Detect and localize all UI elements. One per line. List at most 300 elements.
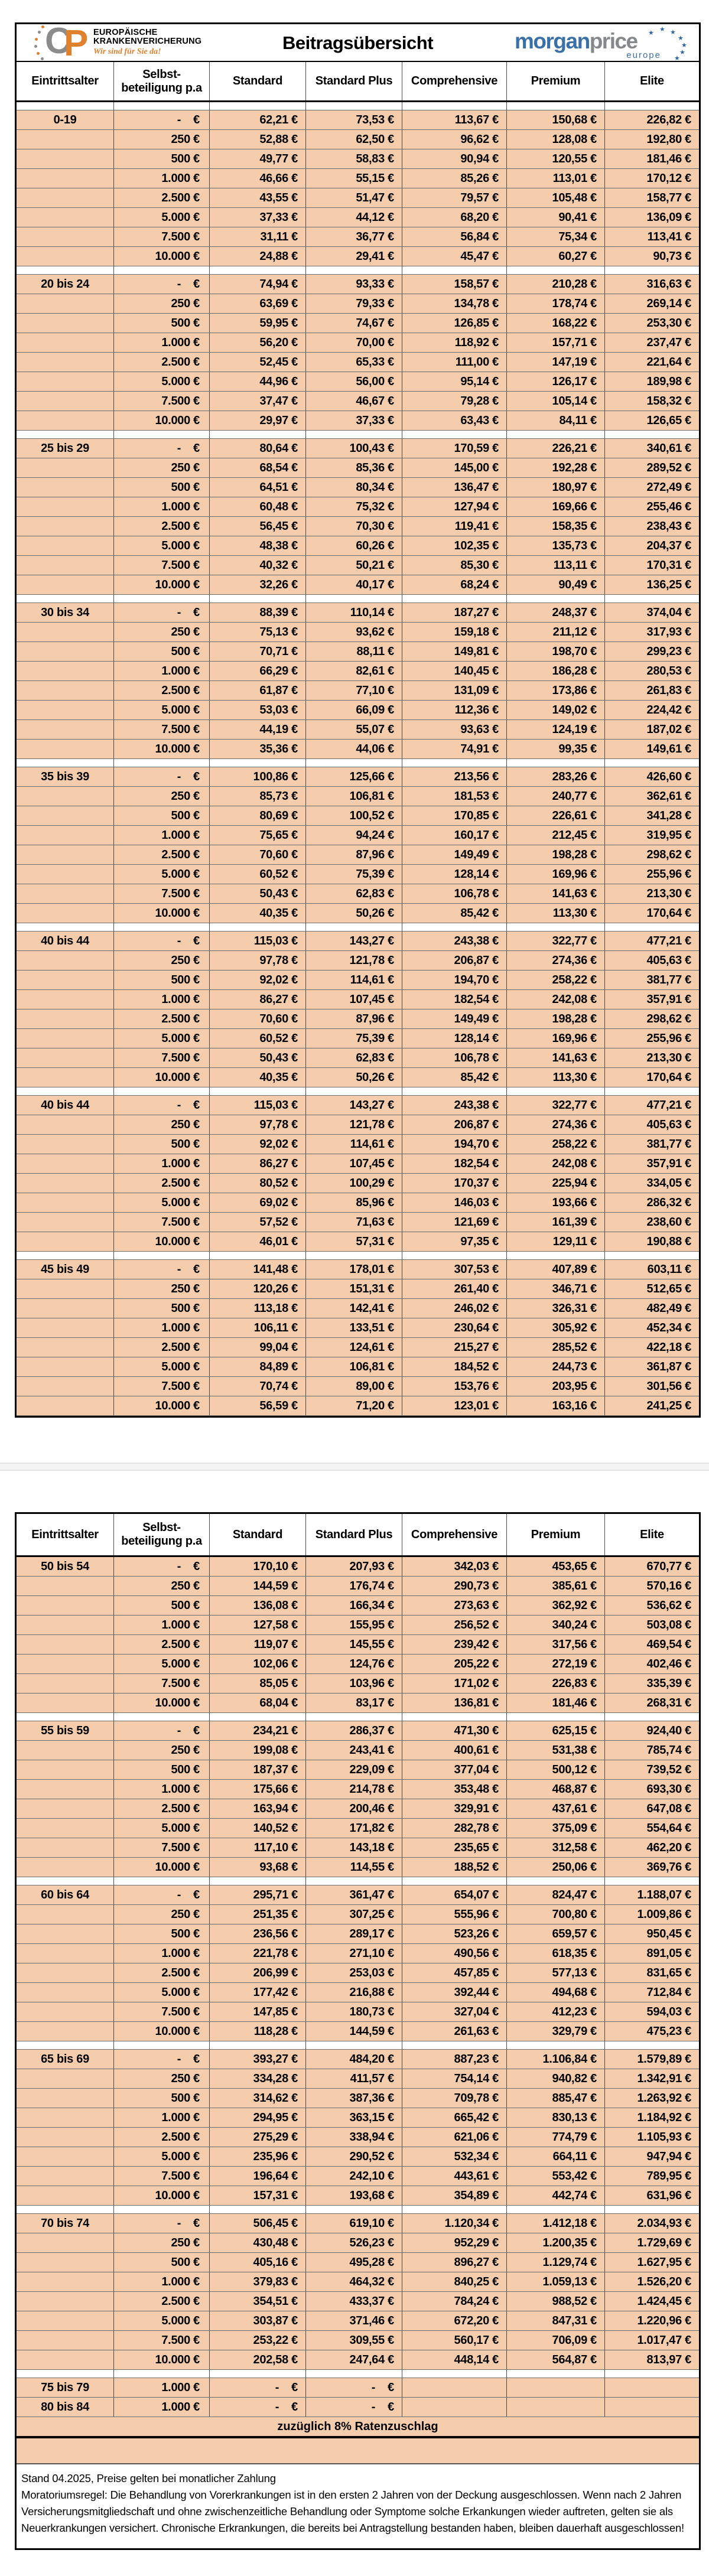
age-group-label <box>17 2167 114 2186</box>
price-cell: 248,37 € <box>507 603 605 622</box>
price-cell: 443,61 € <box>402 2167 507 2186</box>
price-cell: 885,47 € <box>507 2089 605 2108</box>
price-cell: 170,10 € <box>210 1557 306 1576</box>
deductible-cell: 2.500 € <box>114 2292 210 2311</box>
price-cell: 234,21 € <box>210 1721 306 1740</box>
price-cell: 830,13 € <box>507 2108 605 2127</box>
deductible-cell: 1.000 € <box>114 662 210 680</box>
price-cell: 235,96 € <box>210 2147 306 2166</box>
age-group-label <box>17 1780 114 1799</box>
price-cell: 31,11 € <box>210 227 306 246</box>
price-cell: 840,25 € <box>402 2272 507 2291</box>
table-row <box>17 1377 699 1396</box>
age-group-label: 45 bis 49 <box>17 1260 114 1279</box>
deductible-cell: 7.500 € <box>114 392 210 411</box>
deductible-cell: 2.500 € <box>114 1009 210 1028</box>
surcharge-note: zuzüglich 8% Ratenzuschlag <box>17 2417 699 2438</box>
morganprice-wordmark <box>515 30 692 52</box>
price-cell: 64,51 € <box>210 478 306 497</box>
price-cell: 166,34 € <box>306 1596 402 1615</box>
age-group-label <box>17 294 114 313</box>
deductible-cell: 5.000 € <box>114 1983 210 2002</box>
empty-band <box>17 2438 699 2464</box>
price-cell: 134,78 € <box>402 294 507 313</box>
price-cell: 210,28 € <box>507 275 605 294</box>
price-cell: 290,52 € <box>306 2147 402 2166</box>
deductible-cell: 250 € <box>114 951 210 970</box>
table-row <box>17 1674 699 1694</box>
price-cell: 147,19 € <box>507 353 605 372</box>
price-cell: 665,42 € <box>402 2108 507 2127</box>
price-cell: 158,77 € <box>646 191 691 204</box>
price-cell: 1.105,93 € <box>637 2130 691 2144</box>
price-cell: 475,23 € <box>646 2024 691 2038</box>
table-row <box>17 1213 699 1232</box>
deductible-cell: 250 € <box>114 458 210 477</box>
price-cell: 187,02 € <box>646 722 691 736</box>
price-cell: 361,47 € <box>306 1885 402 1904</box>
table-row <box>17 2050 699 2069</box>
deductible-cell: - € <box>114 1260 210 1279</box>
age-group-label <box>17 372 114 391</box>
table-row <box>17 2069 699 2089</box>
column-header: Eintrittsalter <box>17 1514 114 1555</box>
header-banner <box>17 21 699 64</box>
price-cell: 240,77 € <box>507 787 605 806</box>
price-cell: 140,52 € <box>210 1819 306 1838</box>
price-cell: 988,52 € <box>507 2292 605 2311</box>
price-cell: 97,78 € <box>210 1115 306 1134</box>
price-cell: 74,67 € <box>306 314 402 333</box>
column-header: Comprehensive <box>402 62 507 100</box>
price-cell: 106,11 € <box>210 1318 306 1337</box>
price-cell <box>402 2398 507 2417</box>
price-cell: 68,20 € <box>402 208 507 227</box>
table-row <box>17 110 699 130</box>
price-cell: 554,64 € <box>646 1821 691 1835</box>
price-cell: 187,27 € <box>402 603 507 622</box>
price-cell: 143,27 € <box>306 932 402 950</box>
price-cell: 46,67 € <box>306 392 402 411</box>
price-cell: 374,04 € <box>646 605 691 619</box>
price-cell: 426,60 € <box>646 770 691 783</box>
eu-star-icon: ★ <box>678 35 684 42</box>
price-cell: 346,71 € <box>507 1279 605 1298</box>
spacer-row <box>17 1713 699 1721</box>
price-cell: 258,22 € <box>507 1135 605 1154</box>
age-group-label <box>17 1154 114 1173</box>
deductible-cell: - € <box>114 603 210 622</box>
price-cell: 79,57 € <box>402 188 507 207</box>
price-cell: 316,63 € <box>646 277 691 291</box>
insurer-name-line1: EUROPÄISCHE <box>93 28 158 37</box>
age-group-label <box>17 2069 114 2088</box>
price-cell: 56,59 € <box>210 1396 306 1415</box>
price-text: price <box>589 29 638 53</box>
table-row <box>17 497 699 517</box>
age-group-label <box>17 1858 114 1877</box>
price-cell: 37,47 € <box>210 392 306 411</box>
deductible-cell: 250 € <box>114 2233 210 2252</box>
deductible-cell: 7.500 € <box>114 2331 210 2350</box>
price-cell: 301,56 € <box>646 1379 691 1393</box>
price-cell: 317,56 € <box>507 1635 605 1654</box>
price-cell: 95,14 € <box>402 372 507 391</box>
price-cell: 175,66 € <box>210 1780 306 1799</box>
price-cell: 1.120,34 € <box>402 2214 507 2233</box>
deductible-cell: 5.000 € <box>114 1357 210 1376</box>
price-cell: 170,85 € <box>402 806 507 825</box>
age-group-label <box>17 188 114 207</box>
age-group-label <box>17 227 114 246</box>
age-group-label <box>17 662 114 680</box>
price-cell: 891,05 € <box>646 1946 691 1960</box>
price-cell: 121,78 € <box>306 951 402 970</box>
age-group-label: 60 bis 64 <box>17 1885 114 1904</box>
deductible-cell: 7.500 € <box>114 720 210 739</box>
logo-letter-c: C <box>45 21 70 61</box>
price-cell: 92,02 € <box>210 971 306 989</box>
price-cell: 619,10 € <box>306 2214 402 2233</box>
price-cell: 477,21 € <box>646 934 691 947</box>
table-row <box>17 2378 699 2398</box>
price-cell: 62,83 € <box>306 1048 402 1067</box>
column-header: Elite <box>640 74 664 87</box>
insurer-tagline: Wir sind für Sie da! <box>93 47 161 57</box>
price-cell: 196,64 € <box>210 2167 306 2186</box>
table-row <box>17 2398 699 2417</box>
price-cell: 471,30 € <box>402 1721 507 1740</box>
age-group-label <box>17 130 114 149</box>
price-cell: 60,48 € <box>210 497 306 516</box>
price-cell: 113,01 € <box>507 169 605 188</box>
price-cell: 86,27 € <box>210 990 306 1009</box>
age-group-label <box>17 1905 114 1924</box>
price-cell: 178,01 € <box>306 1260 402 1279</box>
age-group-label <box>17 2147 114 2166</box>
price-cell: 113,18 € <box>210 1299 306 1318</box>
price-cell: 309,55 € <box>306 2331 402 2350</box>
table-row <box>17 1299 699 1318</box>
price-cell: 784,24 € <box>402 2292 507 2311</box>
deductible-cell: 5.000 € <box>114 2147 210 2166</box>
deductible-cell: 1.000 € <box>114 2378 210 2397</box>
price-cell: 106,81 € <box>306 787 402 806</box>
age-group-label <box>17 2292 114 2311</box>
price-cell: 400,61 € <box>402 1741 507 1760</box>
deductible-cell: 1.000 € <box>114 2272 210 2291</box>
price-cell: 357,91 € <box>646 1157 691 1170</box>
deductible-cell: 500 € <box>114 1596 210 1615</box>
price-cell: 353,48 € <box>402 1780 507 1799</box>
price-cell: 85,05 € <box>210 1674 306 1693</box>
price-cell: 564,87 € <box>507 2350 605 2369</box>
age-group-label <box>17 2253 114 2272</box>
price-cell: 170,59 € <box>402 439 507 458</box>
column-header: Selbst- beteiligung p.a <box>114 62 210 100</box>
price-cell: 121,69 € <box>402 1213 507 1232</box>
age-group-label <box>17 1944 114 1963</box>
price-cell: 105,14 € <box>507 392 605 411</box>
deductible-cell: 1.000 € <box>114 333 210 352</box>
deductible-cell: 2.500 € <box>114 681 210 700</box>
table-row <box>17 536 699 556</box>
column-header: Comprehensive <box>402 1514 507 1555</box>
age-group-label <box>17 1635 114 1654</box>
price-cell: 494,68 € <box>507 1983 605 2002</box>
price-cell: 50,26 € <box>306 1068 402 1087</box>
price-cell: 136,08 € <box>210 1596 306 1615</box>
price-cell: 495,28 € <box>306 2253 402 2272</box>
price-cell: 342,03 € <box>402 1557 507 1576</box>
table-row <box>17 1944 699 1963</box>
price-cell <box>507 2398 605 2417</box>
price-cell: 187,37 € <box>210 1760 306 1779</box>
price-cell: 654,07 € <box>402 1885 507 1904</box>
price-cell: 940,82 € <box>507 2069 605 2088</box>
price-cell: 405,63 € <box>646 953 691 967</box>
spacer-row <box>17 759 699 767</box>
price-cell: 433,37 € <box>306 2292 402 2311</box>
price-cell: 40,32 € <box>210 556 306 575</box>
price-cell: 120,55 € <box>507 149 605 168</box>
price-cell: 71,20 € <box>306 1396 402 1415</box>
price-cell: 44,06 € <box>306 740 402 758</box>
price-cell: 149,02 € <box>507 701 605 719</box>
price-cell: 272,49 € <box>646 480 691 494</box>
age-group-label: 35 bis 39 <box>17 767 114 786</box>
price-cell: 206,99 € <box>210 1963 306 1982</box>
age-group-label <box>17 1760 114 1779</box>
price-cell: 170,37 € <box>402 1174 507 1193</box>
price-cell: 169,96 € <box>507 865 605 884</box>
table-row <box>17 2331 699 2350</box>
price-cell: 40,35 € <box>210 904 306 923</box>
table-row <box>17 1577 699 1596</box>
price-cell: 184,52 € <box>402 1357 507 1376</box>
page-separator <box>0 1463 709 1471</box>
table-row <box>17 247 699 266</box>
age-group-label <box>17 1213 114 1232</box>
price-cell: 261,83 € <box>646 683 691 697</box>
price-cell: 176,74 € <box>306 1577 402 1595</box>
price-cell: 105,48 € <box>507 188 605 207</box>
table-row <box>17 662 699 681</box>
age-group-label <box>17 1299 114 1318</box>
age-group-label <box>17 247 114 266</box>
price-cell: 286,32 € <box>646 1196 691 1209</box>
footnote-line: Moratoriumsregel: Die Behandlung von Vorerkrankungen ist in den ersten 2 Jahren von der Deckung ausgeschlossen. Wenn nach 2 Jahren <box>21 2489 682 2501</box>
price-cell: 242,08 € <box>507 1154 605 1173</box>
price-cell: 452,34 € <box>646 1321 691 1334</box>
price-cell: 500,12 € <box>507 1760 605 1779</box>
price-cell: 603,11 € <box>647 1262 691 1276</box>
deductible-cell: - € <box>114 1885 210 1904</box>
table-row <box>17 1279 699 1299</box>
age-group-label <box>17 2002 114 2021</box>
price-cell: 261,63 € <box>402 2022 507 2041</box>
price-cell: 286,37 € <box>306 1721 402 1740</box>
deductible-cell: 1.000 € <box>114 2108 210 2127</box>
price-cell: 52,88 € <box>210 130 306 149</box>
deductible-cell: 500 € <box>114 1924 210 1943</box>
price-cell: 236,56 € <box>210 1924 306 1943</box>
table-row <box>17 314 699 333</box>
age-group-label <box>17 411 114 430</box>
price-cell: 100,86 € <box>210 767 306 786</box>
price-cell: 706,09 € <box>507 2331 605 2350</box>
price-cell: 50,21 € <box>306 556 402 575</box>
table-row <box>17 1741 699 1760</box>
table-row <box>17 517 699 536</box>
price-cell: 68,04 € <box>210 1694 306 1712</box>
price-cell: 45,47 € <box>402 247 507 266</box>
price-cell: 442,74 € <box>507 2186 605 2205</box>
price-cell: 59,95 € <box>210 314 306 333</box>
age-group-label <box>17 333 114 352</box>
price-cell: 151,31 € <box>306 1279 402 1298</box>
price-cell: 392,44 € <box>402 1983 507 2002</box>
price-cell: 2.034,93 € <box>637 2216 691 2230</box>
price-cell: 170,12 € <box>646 171 691 185</box>
footnotes <box>17 2464 699 2548</box>
price-cell: 181,53 € <box>402 787 507 806</box>
age-group-label <box>17 1963 114 1982</box>
price-cell: 89,00 € <box>306 1377 402 1396</box>
price-cell: 44,12 € <box>306 208 402 227</box>
column-header: Premium <box>507 1514 605 1555</box>
price-cell: 512,65 € <box>646 1282 691 1295</box>
price-cell: 113,30 € <box>507 904 605 923</box>
price-cell: 158,35 € <box>507 517 605 536</box>
price-cell: 102,35 € <box>402 536 507 555</box>
table-row <box>17 1635 699 1655</box>
price-cell: 169,66 € <box>507 497 605 516</box>
price-cell: 239,42 € <box>402 1635 507 1654</box>
price-cell: 119,41 € <box>402 517 507 536</box>
price-cell: 207,93 € <box>306 1557 402 1576</box>
price-cell: 128,08 € <box>507 130 605 149</box>
eu-star-icon: ★ <box>681 42 687 49</box>
insurer-name-line2: KRANKENVERICHERUNG <box>93 37 202 47</box>
price-cell: 56,84 € <box>402 227 507 246</box>
price-cell: 75,39 € <box>306 865 402 884</box>
price-cell: 46,01 € <box>210 1232 306 1251</box>
price-cell: 117,10 € <box>210 1838 306 1857</box>
price-cell: 462,20 € <box>646 1841 691 1854</box>
age-group-label: 80 bis 84 <box>17 2398 114 2417</box>
price-cell: 238,60 € <box>646 1215 691 1229</box>
price-cell: 155,95 € <box>306 1616 402 1634</box>
deductible-cell: 500 € <box>114 1299 210 1318</box>
table-row <box>17 478 699 497</box>
deductible-cell: 250 € <box>114 1577 210 1595</box>
price-cell: 121,78 € <box>306 1115 402 1134</box>
price-cell: 50,26 € <box>306 904 402 923</box>
price-cell: 161,39 € <box>507 1213 605 1232</box>
price-cell: 322,77 € <box>507 932 605 950</box>
price-cell: 354,51 € <box>210 2292 306 2311</box>
price-cell: 298,62 € <box>646 848 691 861</box>
table-row <box>17 294 699 314</box>
price-cell: 126,17 € <box>507 372 605 391</box>
deductible-cell: 500 € <box>114 314 210 333</box>
age-group-label: 40 bis 44 <box>17 932 114 950</box>
price-cell: 271,10 € <box>306 1944 402 1963</box>
price-cell: 182,54 € <box>402 1154 507 1173</box>
deductible-cell: 5.000 € <box>114 1819 210 1838</box>
price-cell: 114,61 € <box>306 1135 402 1154</box>
deductible-cell: 500 € <box>114 478 210 497</box>
price-cell: 1.263,92 € <box>637 2091 691 2105</box>
table-row <box>17 227 699 247</box>
table-row <box>17 1135 699 1154</box>
age-group-label <box>17 1068 114 1087</box>
price-cell: 149,49 € <box>402 1009 507 1028</box>
deductible-cell: 10.000 € <box>114 1694 210 1712</box>
price-cell: 193,66 € <box>507 1193 605 1212</box>
age-group-label <box>17 865 114 884</box>
price-cell: 212,45 € <box>507 826 605 845</box>
deductible-cell: 7.500 € <box>114 556 210 575</box>
spacer-row <box>17 1877 699 1885</box>
price-cell: 85,30 € <box>402 556 507 575</box>
price-cell: 950,45 € <box>646 1927 691 1940</box>
price-cell: 200,46 € <box>306 1799 402 1818</box>
price-cell: 253,30 € <box>646 316 691 330</box>
column-header: Standard Plus <box>306 1514 402 1555</box>
price-cell: 60,26 € <box>306 536 402 555</box>
deductible-cell: 1.000 € <box>114 1780 210 1799</box>
spacer-row <box>17 595 699 603</box>
price-cell: 56,00 € <box>306 372 402 391</box>
price-cell: 560,17 € <box>402 2331 507 2350</box>
price-cell: 113,30 € <box>507 1068 605 1087</box>
price-cell: 269,14 € <box>646 297 691 310</box>
price-cell: 282,78 € <box>402 1819 507 1838</box>
deductible-cell: 5.000 € <box>114 2311 210 2330</box>
price-cell: 1.009,86 € <box>637 1907 691 1921</box>
price-cell: 490,56 € <box>402 1944 507 1963</box>
price-cell: 75,65 € <box>210 826 306 845</box>
footnote-line: Neuerkrankungen versichert. Chronische Erkrankungen, die bereits bei Antragstellung bestanden haben, bleiben dauerhaft ausgeschlossen! <box>21 2522 684 2534</box>
deductible-cell: 1.000 € <box>114 1154 210 1173</box>
age-group-label <box>17 1694 114 1712</box>
table-row <box>17 2167 699 2186</box>
price-cell: 58,83 € <box>306 149 402 168</box>
table-row <box>17 1096 699 1115</box>
age-group-label <box>17 1741 114 1760</box>
age-group-label <box>17 642 114 661</box>
price-cell: 224,42 € <box>646 703 691 717</box>
price-cell: 70,30 € <box>306 517 402 536</box>
deductible-cell: 250 € <box>114 1741 210 1760</box>
deductible-cell: 7.500 € <box>114 2002 210 2021</box>
price-cell: 103,96 € <box>306 1674 402 1693</box>
price-cell: 255,46 € <box>646 500 691 513</box>
price-cell: 831,65 € <box>646 1966 691 1979</box>
price-cell: 283,26 € <box>507 767 605 786</box>
price-cell: 93,68 € <box>210 1858 306 1877</box>
price-cell: 340,61 € <box>646 441 691 455</box>
price-cell: 274,36 € <box>507 951 605 970</box>
table-row <box>17 1009 699 1029</box>
price-cell: 243,38 € <box>402 932 507 950</box>
price-cell: 289,17 € <box>306 1924 402 1943</box>
price-cell: 1.017,47 € <box>637 2333 691 2347</box>
price-cell: 158,57 € <box>402 275 507 294</box>
age-group-label: 55 bis 59 <box>17 1721 114 1740</box>
